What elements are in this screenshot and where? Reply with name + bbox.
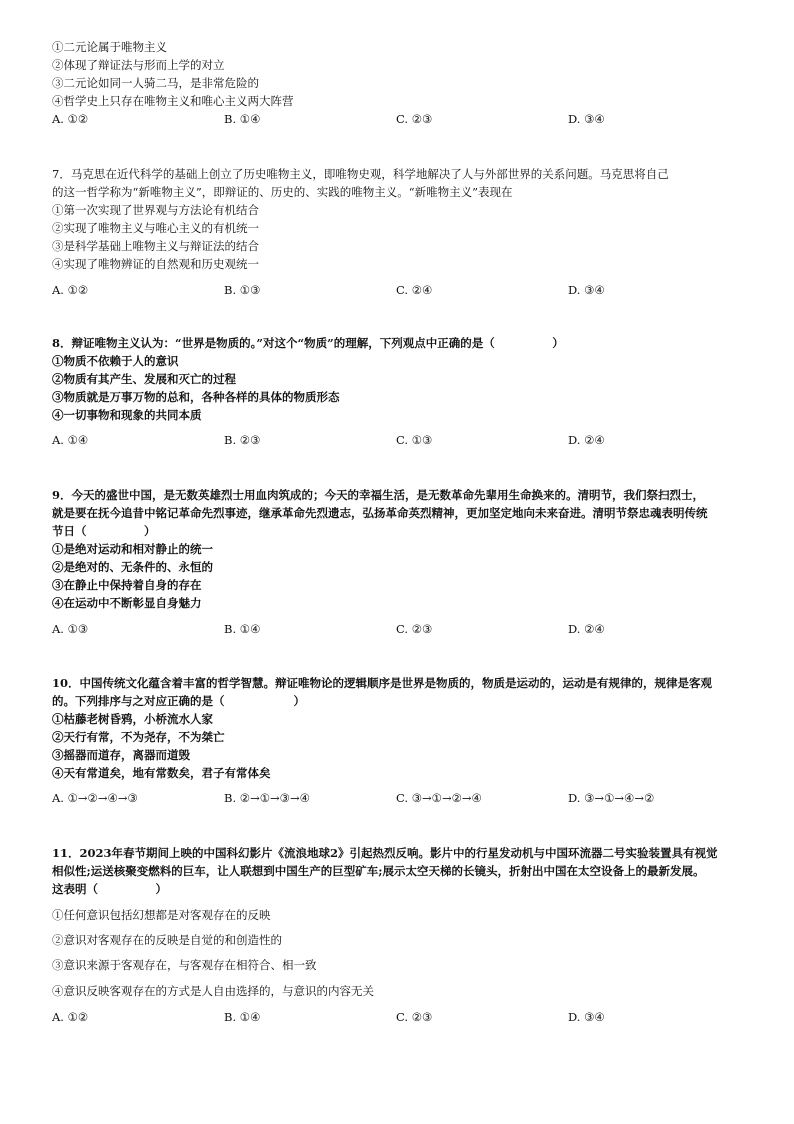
q7-option-d[interactable]: D. ③④: [568, 283, 605, 297]
q8-option-c[interactable]: C. ①③: [396, 433, 433, 447]
q10-stem-line-1: 10．中国传统文化蕴含着丰富的哲学智慧。辩证唯物论的逻辑顺序是世界是物质的，物质是运动的，运动是有规律的，规律是客观: [52, 676, 712, 690]
q9-item-3: ③在静止中保持着自身的存在: [52, 578, 202, 592]
q10-option-d[interactable]: D. ③→①→④→②: [568, 791, 655, 805]
q10-options: [52, 791, 752, 807]
q6-item-3: ③二元论如同一人骑二马，是非常危险的: [52, 76, 259, 90]
q7-item-2: ②实现了唯物主义与唯心主义的有机统一: [52, 221, 259, 235]
q8-option-a[interactable]: A. ①④: [52, 433, 89, 447]
q11-option-c[interactable]: C. ②③: [396, 1010, 433, 1024]
q11-stem-line-3: 这表明（ ）: [52, 882, 167, 896]
q9-item-4: ④在运动中不断彰显自身魅力: [52, 596, 202, 610]
q6-option-a[interactable]: A. ①②: [52, 112, 89, 126]
q9-option-d[interactable]: D. ②④: [568, 622, 605, 636]
q8-option-d[interactable]: D. ②④: [568, 433, 605, 447]
q8-item-1: ①物质不依赖于人的意识: [52, 354, 179, 368]
q7-stem-line-2: 的这一哲学称为“新唯物主义”，即辩证的、历史的、实践的唯物主义。“新唯物主义”表现在: [52, 185, 513, 199]
q9-option-b[interactable]: B. ①④: [224, 622, 261, 636]
q6-options: [52, 112, 752, 128]
q9-option-a[interactable]: A. ①③: [52, 622, 89, 636]
q11-item-2: ②意识对客观存在的反映是自觉的和创造性的: [52, 933, 282, 947]
q9-stem-line-3: 节日（ ）: [52, 524, 156, 538]
q11-stem-line-1: 11．2023年春节期间上映的中国科幻影片《流浪地球2》引起热烈反响。影片中的行星发动机与中国环流器二号实验装置具有视觉: [52, 846, 718, 860]
q6-item-4: ④哲学史上只存在唯物主义和唯心主义两大阵营: [52, 94, 294, 108]
q7-options: [52, 283, 752, 299]
q7-item-4: ④实现了唯物辨证的自然观和历史观统一: [52, 257, 259, 271]
q9-stem-line-1: 9．今天的盛世中国，是无数英雄烈士用血肉筑成的；今天的幸福生活，是无数革命先辈用生命换来的。清明节，我们祭扫烈士，: [52, 488, 704, 502]
q8-item-3: ③物质就是万事万物的总和，各种各样的具体的物质形态: [52, 390, 340, 404]
q11-stem-line-2: 相似性;运送核聚变燃料的巨车，让人联想到中国生产的巨型矿车;展示太空天梯的长镜头，折射出中国在太空设备上的最新发展。: [52, 864, 705, 878]
q8-options: [52, 433, 752, 449]
q7-option-c[interactable]: C. ②④: [396, 283, 433, 297]
q6-option-b[interactable]: B. ①④: [224, 112, 261, 126]
q6-option-c[interactable]: C. ②③: [396, 112, 433, 126]
q10-option-b[interactable]: B. ②→①→③→④: [224, 791, 310, 805]
q11-item-3: ③意识来源于客观存在，与客观存在相符合、相一致: [52, 958, 317, 972]
q10-item-4: ④天有常道矣，地有常数矣，君子有常体矣: [52, 766, 271, 780]
q10-item-3: ③摇器而道存，离器而道毁: [52, 748, 190, 762]
q10-option-a[interactable]: A. ①→②→④→③: [52, 791, 138, 805]
q11-option-a[interactable]: A. ①②: [52, 1010, 89, 1024]
q9-item-1: ①是绝对运动和相对静止的统一: [52, 542, 213, 556]
q9-option-c[interactable]: C. ②③: [396, 622, 433, 636]
q8-item-2: ②物质有其产生、发展和灭亡的过程: [52, 372, 236, 386]
q10-item-1: ①枯藤老树昏鸦，小桥流水人家: [52, 712, 213, 726]
q11-item-1: ①任何意识包括幻想都是对客观存在的反映: [52, 908, 271, 922]
q11-options: [52, 1010, 752, 1026]
q7-stem-line-1: 7．马克思在近代科学的基础上创立了历史唯物主义，即唯物史观，科学地解决了人与外部世界的关系问题。马克思将自己: [52, 167, 669, 181]
q8-option-b[interactable]: B. ②③: [224, 433, 261, 447]
q11-item-4: ④意识反映客观存在的方式是人自由选择的，与意识的内容无关: [52, 984, 374, 998]
q9-options: [52, 622, 752, 638]
q6-option-d[interactable]: D. ③④: [568, 112, 605, 126]
q9-stem-line-2: 就是要在抚今追昔中铭记革命先烈事迹，继承革命先烈遗志，弘扬革命英烈精神，更加坚定地向未来奋进。清明节祭忠魂表明传统: [52, 506, 708, 520]
q10-option-c[interactable]: C. ③→①→②→④: [396, 791, 482, 805]
q6-item-2: ②体现了辩证法与形而上学的对立: [52, 58, 225, 72]
q10-item-2: ②天行有常，不为尧存，不为桀亡: [52, 730, 225, 744]
q7-item-1: ①第一次实现了世界观与方法论有机结合: [52, 203, 259, 217]
q7-option-b[interactable]: B. ①③: [224, 283, 261, 297]
q11-option-d[interactable]: D. ③④: [568, 1010, 605, 1024]
q10-stem-line-2: 的。下列排序与之对应正确的是（ ）: [52, 694, 305, 708]
q7-item-3: ③是科学基础上唯物主义与辩证法的结合: [52, 239, 259, 253]
q8-stem: 8．辩证唯物主义认为：“世界是物质的。”对这个“物质”的理解，下列观点中正确的是（ ）: [52, 336, 564, 350]
q11-option-b[interactable]: B. ①④: [224, 1010, 261, 1024]
q7-option-a[interactable]: A. ①②: [52, 283, 89, 297]
q6-item-1: ①二元论属于唯物主义: [52, 40, 167, 54]
q8-item-4: ④一切事物和现象的共同本质: [52, 408, 202, 422]
q9-item-2: ②是绝对的、无条件的、永恒的: [52, 560, 213, 574]
